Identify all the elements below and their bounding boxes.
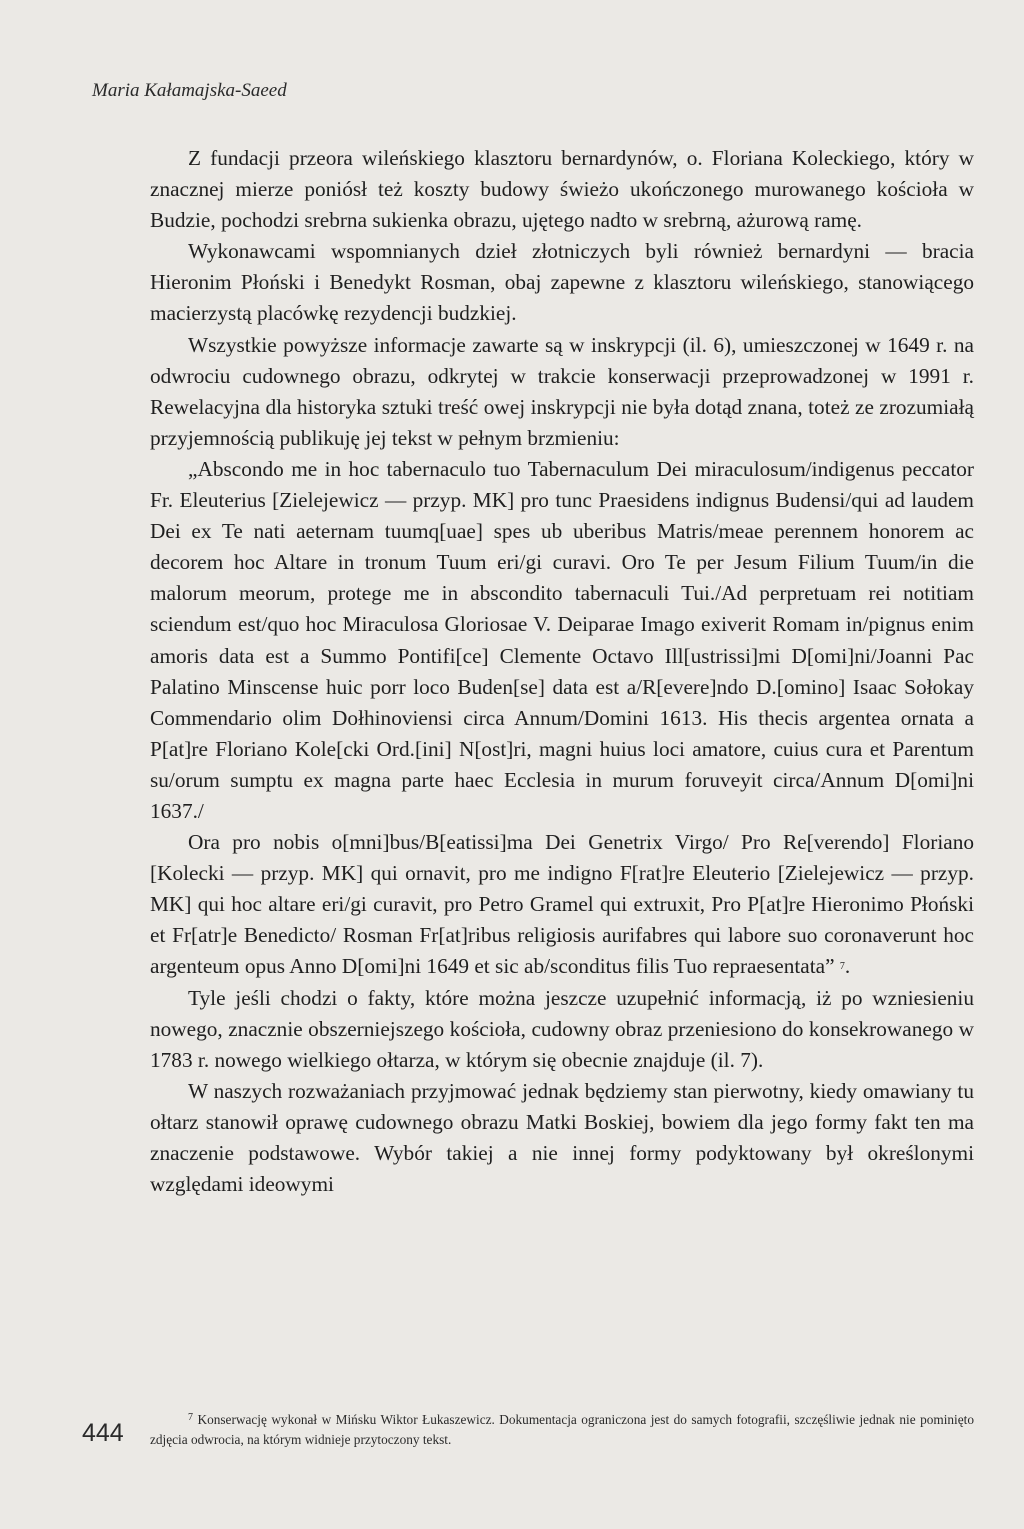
paragraph: W naszych rozważaniach przyjmować jednak będziemy stan pierwotny, kiedy omawiany tu ołtarz stanowił oprawę cudownego obrazu Matki Boskiej, bowiem dla jego formy fakt ten ma znaczenie podstawowe. Wybór takiej a nie innej formy podyktowany był określonymi względami ideowymi: [150, 1078, 974, 1197]
paragraph: Z fundacji przeora wileńskiego klasztoru bernardynów, o. Floriana Koleckiego, który w znacznej mierze poniósł też koszty budowy świeżo ukończonego murowanego kościoła w Budzie, pochodzi srebrna sukienka obrazu, ujętego nadto w srebrną, ażurową ramę.: [150, 146, 974, 233]
paragraph-with-footnote: Ora pro nobis o[mni]bus/B[eatissi]ma Dei Genetrix Virgo/ Pro Re[verendo] Floriano [Kolecki — przyp. MK] qui ornavit, pro me indigno F[rat]re Eleuterio [Zielejewicz — przyp. MK] qui hoc altare eri/gi curavit, pro Petro Gramel qui extruxit, Pro P[at]re Hieronimo Płoński et Fr[atr]e Benedicto/ Rosman Fr[at]ribus religiosis aurifabres qui labore suo coronaverunt hoc argenteum opus Anno D[omi]ni 1649 et sic ab/sconditus filis Tuo repraesentata” 7.: [150, 830, 974, 979]
running-head: Maria Kałamajska-Saeed: [92, 80, 287, 101]
body-text: [150, 143, 974, 1200]
page-number: 444: [82, 1419, 124, 1447]
footnote-reference: 7: [839, 961, 845, 973]
paragraph: Tyle jeśli chodzi o fakty, które można jeszcze uzupełnić informacją, iż po wzniesieniu nowego, znacznie obszerniejszego kościoła, cudowny obraz przeniesiono do konsekrowanego w 1783 r. nowego wielkiego ołtarza, w którym się obecnie znajduje (il. 7).: [150, 985, 974, 1072]
paragraph-text: Ora pro nobis o[mni]bus/B[eatissi]ma Dei Genetrix Virgo/ Pro Re[verendo] Floriano [Kolecki — przyp. MK] qui ornavit, pro me indigno F[rat]re Eleuterio [Zielejewicz — przyp. MK] qui hoc altare eri/gi curavit, pro Petro Gramel qui extruxit, Pro P[at]re Hieronimo Płoński et Fr[atr]e Benedicto/ Rosman Fr[at]ribus religiosis aurifabres qui labore suo coronaverunt hoc argenteum opus Anno D[omi]ni 1649 et sic ab/sconditus filis Tuo repraesentata”: [150, 830, 974, 979]
footnote: [150, 1408, 974, 1450]
footnote-text: Konserwację wykonał w Mińsku Wiktor Łukaszewicz. Dokumentacja ograniczona jest do samych fotografii, szczęśliwie jednak nie pominięto zdjęcia odwrocia, na którym widnieje przytoczony tekst.: [150, 1412, 974, 1447]
paragraph: Wszystkie powyższe informacje zawarte są w inskrypcji (il. 6), umieszczonej w 1649 r. na odwrociu cudownego obrazu, odkrytej w trakcie konserwacji przeprowadzonej w 1991 r. Rewelacyjna dla historyka sztuki treść owej inskrypcji nie była dotąd znana, toteż ze zrozumiałą przyjemnością publikuję jej tekst w pełnym brzmieniu:: [150, 332, 974, 450]
footnote-marker: 7: [188, 1412, 193, 1423]
paragraph: „Abscondo me in hoc tabernaculo tuo Tabernaculum Dei miraculosum/indigenus peccator Fr. Eleuterius [Zielejewicz — przyp. MK] pro tunc Praesidens indignus Budensi/qui ad laudem Dei ex Te nati aeternam tuumq[uae] spes ub uberibus Matris/meae perennem honorem ac decorem hoc Altare in tronum Tuum eri/gi curavi. Oro Te per Jesum Filium Tuum/in die malorum meorum, protege me in abscondito tabernaculi Tui./Ad perpretuam rei notitiam sciendum est/quo hoc Miraculosa Gloriosae V. Deiparae Imago exiverit Romam in/pignus enim amoris data est a Summo Pontifi[ce] Clemente Octavo Ill[ustrissi]mi D[omi]ni/Joanni Pac Palatino Minscense huic porr loco Buden[se] data est a/R[evere]ndo D.[omino] Isaac Sołokay Commendario olim Dołhinoviensi circa Annum/Domini 1613. His thecis argentea ornata a P[at]re Floriano Kole[cki Ord.[ini] N[ost]ri, magni huius loci amatore, cuius cura et Parentum su/orum sumptu ex magna parte haec Ecclesia in murum foruveyit circa/Annum D[omi]ni 1637./: [150, 456, 974, 823]
paragraph: Wykonawcami wspomnianych dzieł złotniczych byli również bernardyni — bracia Hieronim Płoński i Benedykt Rosman, obaj zapewne z klasztoru wileńskiego, stanowiącego macierzystą placówkę rezydencji budzkiej.: [150, 239, 974, 326]
